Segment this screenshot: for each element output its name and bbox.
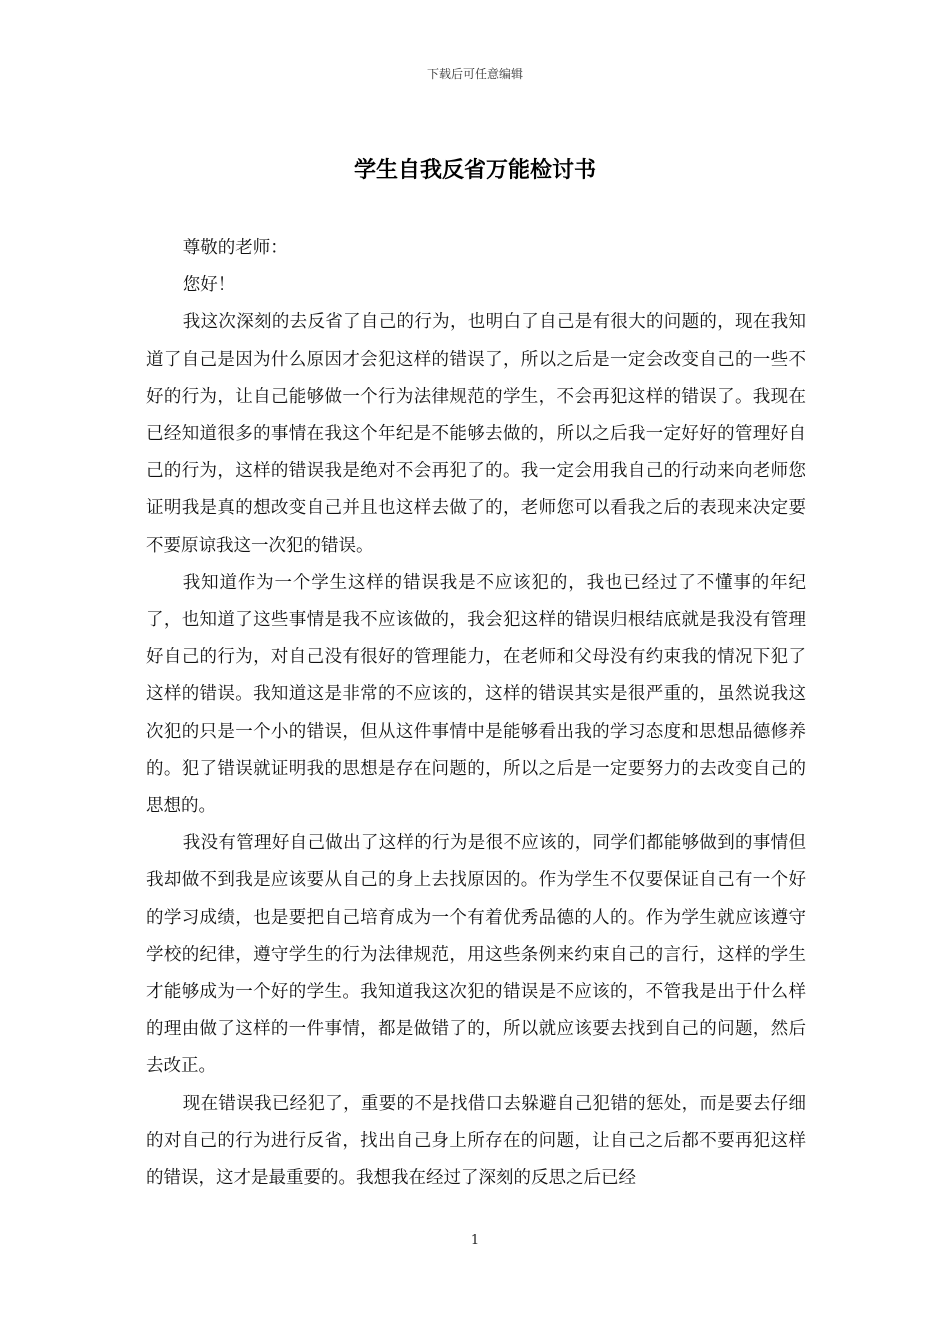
- body-paragraph-4: 现在错误我已经犯了，重要的不是找借口去躲避自己犯错的惩处，而是要去仔细的对自己的行为进行反省，找出自己身上所存在的问题，让自己之后都不要再犯这样的错误，这才是最重要的。我想我在经过了深刻的反思之后已经: [146, 1093, 806, 1189]
- greeting: 您好！: [182, 275, 236, 296]
- document-title: 学生自我反省万能检讨书: [353, 158, 596, 183]
- page-header-note: 下载后可任意编辑: [426, 67, 523, 81]
- body-paragraph-2: 我知道作为一个学生这样的错误我是不应该犯的，我也已经过了不懂事的年纪了，也知道了这些事情是我不应该做的，我会犯这样的错误归根结底就是我没有管理好自己的行为，对自己没有很好的管理能力，在老师和父母没有约束我的情况下犯了这样的错误。我知道这是非常的不应该的，这样的错误其实是很严重的，虽然说我这次犯的只是一个小的错误，但从这件事情中是能够看出我的学习态度和思想品德修养的。犯了错误就证明我的思想是存在问题的，所以之后是一定要努力的去改变自己的思想的。: [146, 572, 806, 817]
- salutation: 尊敬的老师：: [182, 238, 288, 258]
- body-paragraph-3: 我没有管理好自己做出了这样的行为是很不应该的，同学们都能够做到的事情但我却做不到我是应该要从自己的身上去找原因的。作为学生不仅要保证自己有一个好的学习成绩，也是要把自己培育成为一个有着优秀品德的人的。作为学生就应该遵守学校的纪律，遵守学生的行为法律规范，用这些条例来约束自己的言行，这样的学生才能够成为一个好的学生。我知道我这次犯的错误是不应该的，不管我是出于什么样的理由做了这样的一件事情，都是做错了的，所以就应该要去找到自己的问题，然后去改正。: [146, 833, 806, 1077]
- page-number: 1: [470, 1233, 480, 1248]
- document-body: [146, 230, 806, 1197]
- body-paragraph-1: 我这次深刻的去反省了自己的行为，也明白了自己是有很大的问题的，现在我知道了自己是因为什么原因才会犯这样的错误了，所以之后是一定会改变自己的一些不好的行为，让自己能够做一个行为法律规范的学生，不会再犯这样的错误了。我现在已经知道很多的事情在我这个年纪是不能够去做的，所以之后我一定好好的管理好自己的行为，这样的错误我是绝对不会再犯了的。我一定会用我自己的行动来向老师您证明我是真的想改变自己并且也这样去做了的，老师您可以看我之后的表现来决定要不要原谅我这一次犯的错误。: [146, 312, 806, 556]
